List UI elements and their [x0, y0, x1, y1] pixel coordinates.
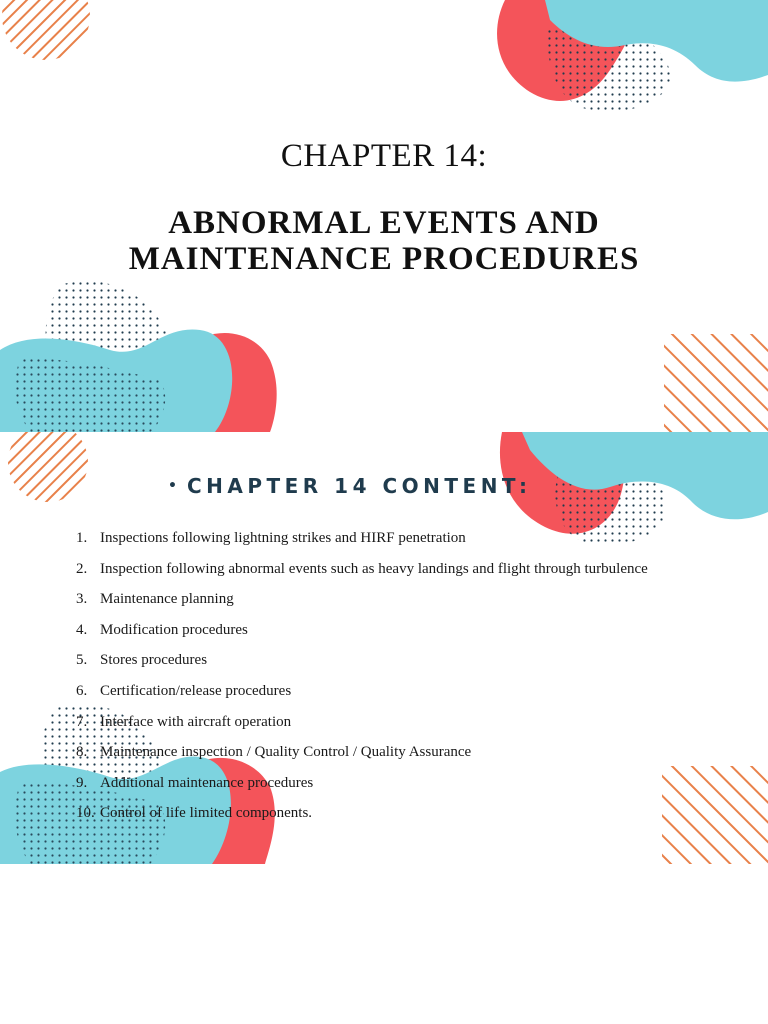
item-text: Stores procedures: [100, 652, 208, 669]
list-item: [76, 554, 676, 585]
item-number: 2.: [76, 560, 88, 577]
striped-square-icon: [662, 766, 768, 864]
item-number: 8.: [76, 744, 88, 761]
list-item: [76, 798, 676, 829]
list-item: [76, 768, 676, 799]
item-number: 9.: [76, 774, 88, 791]
striped-square-icon: [664, 334, 768, 432]
list-item: [76, 707, 676, 738]
item-text: Inspection following abnormal events such as heavy landings and flight through turbulence: [100, 560, 648, 577]
item-number: 6.: [76, 682, 88, 699]
item-text: Maintenance planning: [100, 591, 234, 608]
item-text: Certification/release procedures: [100, 682, 292, 699]
heading-bullet: •: [168, 478, 177, 494]
chapter-title: CHAPTER 14:: [280, 138, 488, 174]
item-text: Maintenance inspection / Quality Control / Quality Assurance: [100, 744, 472, 761]
item-text: Interface with aircraft operation: [100, 713, 292, 730]
item-number: 10.: [76, 805, 95, 822]
item-text: Control of life limited components.: [100, 805, 313, 822]
list-item: [76, 615, 676, 646]
striped-circle-icon: [8, 432, 88, 502]
chapter-subtitle-line-2: MAINTENANCE PROCEDURES: [128, 241, 640, 277]
list-item: [76, 584, 676, 615]
item-text: Inspections following lightning strikes and HIRF penetration: [100, 530, 466, 546]
chapter-subtitle-line-1: ABNORMAL EVENTS AND: [168, 205, 600, 241]
content-heading: [168, 474, 531, 498]
list-item: [76, 676, 676, 707]
item-text: Additional maintenance procedures: [100, 774, 314, 791]
striped-circle-icon: [2, 0, 90, 60]
item-text: Modification procedures: [100, 621, 248, 638]
content-slide: [0, 432, 768, 864]
item-number: 1.: [76, 530, 88, 546]
list-item: [76, 645, 676, 676]
chapter-subtitle: [0, 205, 768, 277]
item-number: 4.: [76, 621, 88, 638]
item-number: 5.: [76, 652, 88, 669]
title-slide: [0, 0, 768, 432]
list-item: [76, 523, 676, 554]
content-list: [76, 523, 676, 829]
heading-text: CHAPTER 14 CONTENT:: [186, 474, 532, 498]
item-number: 7.: [76, 713, 88, 730]
list-item: [76, 737, 676, 768]
item-number: 3.: [76, 591, 88, 608]
